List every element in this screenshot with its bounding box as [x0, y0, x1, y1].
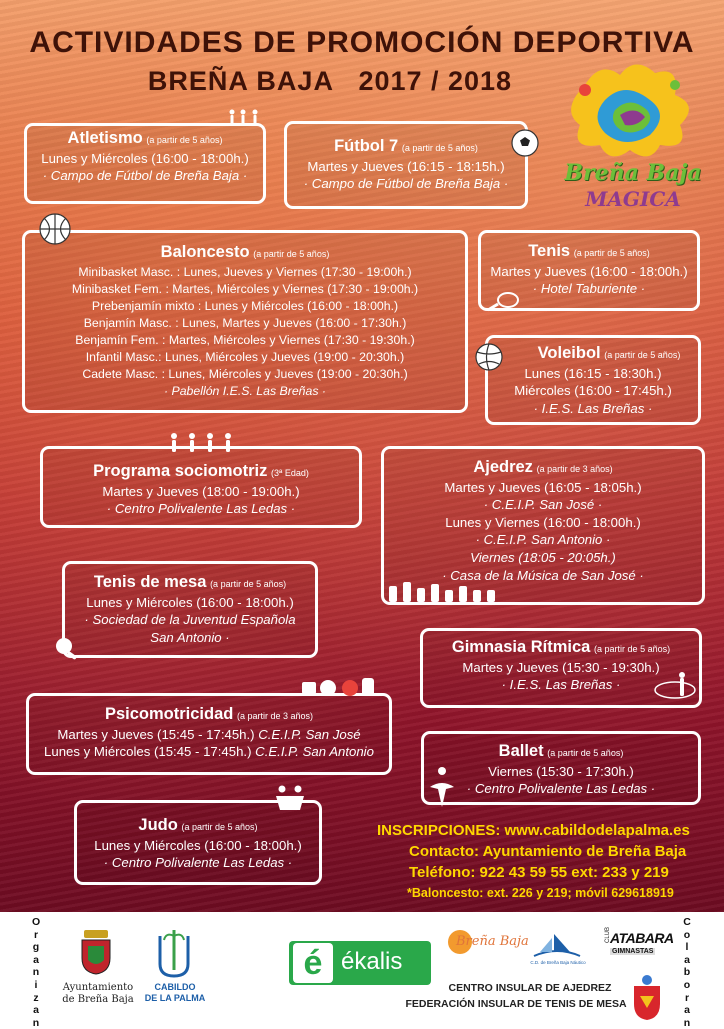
- sport-age: (a partir de 5 años): [594, 644, 671, 654]
- sport-name: Programa sociomotriz: [93, 462, 268, 480]
- cd-logo-text: C.D. de Breña Baja Náutico: [530, 960, 586, 965]
- location: · C.E.I.P. San Antonio ·: [475, 532, 611, 548]
- sport-age: (a partir de 5 años): [210, 579, 287, 589]
- brena-baja-logo: [446, 928, 529, 958]
- location: · Campo de Fútbol de Breña Baja ·: [42, 168, 248, 184]
- location: · Hotel Taburiente ·: [532, 281, 646, 297]
- location: · I.E.S. Las Breñas ·: [533, 400, 653, 416]
- schedule: Viernes (18:05 - 20:05h.): [470, 549, 616, 565]
- sport-name: Tenis: [528, 242, 571, 260]
- gimnastas-text: GIMNASTAS: [612, 948, 654, 955]
- location: San Antonio ·: [150, 629, 230, 645]
- schedule: Lunes y Miércoles (15:45 - 17:45h.): [44, 744, 252, 760]
- location: · Centro Polivalente Las Ledas ·: [103, 855, 293, 871]
- basketball-icon: [38, 212, 72, 246]
- atabara-text: ATABARA: [610, 930, 674, 946]
- location: · C.E.I.P. San José ·: [483, 497, 603, 513]
- schedule-line: Benjamín Fem. : Martes, Miércoles y Viernes (17:30 - 19:30h.): [75, 332, 415, 347]
- ekalis-mark: é: [293, 943, 333, 983]
- location: · Pabellón I.E.S. Las Breñas ·: [164, 383, 326, 398]
- kids-toys-icon: [300, 672, 378, 700]
- sport-age: (a partir de 3 años): [536, 464, 613, 474]
- sport-name: Fútbol 7: [334, 137, 399, 155]
- schedule: Martes y Jueves (18:00 - 19:00h.): [102, 483, 300, 499]
- brena-baja-text: Breña Baja: [456, 934, 529, 949]
- schedule: Martes y Jueves (16:00 - 18:00h.): [490, 263, 688, 279]
- sport-age: (a partir de 5 años): [146, 135, 223, 145]
- ballerina-icon: [424, 765, 460, 809]
- ekalis-text: ékalis: [341, 948, 403, 975]
- sport-age: (3ª Edad): [271, 468, 309, 478]
- sport-name: Baloncesto: [160, 243, 250, 261]
- coat-of-arms-icon: [78, 928, 114, 976]
- chess-pieces-icon: [387, 578, 507, 604]
- registration-url[interactable]: INSCRIPCIONES: www.cabildodelapalma.es: [377, 822, 690, 839]
- schedule: Martes y Jueves (15:30 - 19:30h.): [462, 659, 660, 675]
- schedule: Martes y Jueves (16:05 - 18:05h.): [444, 479, 642, 495]
- sport-age: (a partir de 5 años): [401, 143, 478, 153]
- exercise-figures-icon: [166, 432, 238, 456]
- brena-baja-magica-logo: [555, 55, 705, 220]
- schedule: Lunes y Miércoles (16:00 - 18:00h.): [94, 837, 302, 853]
- schedule-line: Minibasket Masc. : Lunes, Jueves y Viernes (17:30 - 19:00h.): [78, 264, 412, 279]
- volleyball-icon: [474, 342, 504, 372]
- ekalis-logo: [289, 941, 431, 985]
- sailing-club-icon: [530, 930, 584, 960]
- ping-pong-paddle-icon: [54, 636, 82, 660]
- schedule-line: Minibasket Fem. : Martes, Miércoles y Viernes (17:30 - 19:00h.): [71, 281, 419, 296]
- organizan-label: Organizan: [32, 916, 41, 1029]
- location: · Campo de Fútbol de Breña Baja ·: [303, 176, 509, 192]
- location: · Centro Polivalente Las Ledas ·: [106, 501, 296, 517]
- cabildo-logo-icon: [154, 926, 194, 978]
- rhythmic-gymnast-icon: [652, 670, 698, 704]
- schedule-line: Benjamín Masc. : Lunes, Martes y Jueves (16:00 - 17:30h.): [83, 315, 407, 330]
- schedule: Miércoles (16:00 - 17:45h.): [514, 383, 672, 399]
- location: C.E.I.P. San Antonio: [255, 744, 374, 760]
- colaboran-label: Colaboran: [683, 916, 691, 1029]
- sport-name: Gimnasia Rítmica: [451, 638, 591, 656]
- location: · Sociedad de la Juventud Española: [84, 612, 296, 628]
- location: · I.E.S. Las Breñas ·: [501, 677, 621, 693]
- cabildo-name-1: CABILDO: [154, 982, 196, 992]
- atabara-logo: [600, 926, 674, 964]
- sport-name: Judo: [138, 816, 178, 834]
- schedule: Viernes (15:30 - 17:30h.): [488, 763, 634, 779]
- page-subtitle: BREÑA BAJA 2017 / 2018: [147, 66, 513, 96]
- schedule-line: Prebenjamín mixto : Lunes y Miércoles (16:00 - 18:00h.): [91, 298, 399, 313]
- card-baloncesto: [22, 230, 468, 413]
- federation-emblem-icon: [630, 974, 664, 1020]
- soccer-ball-icon: [510, 128, 540, 158]
- sport-age: (a partir de 5 años): [573, 248, 650, 258]
- schedule: Lunes y Viernes (16:00 - 18:00h.): [445, 514, 641, 530]
- sport-name: Ajedrez: [473, 458, 533, 476]
- schedule: Martes y Jueves (16:15 - 18:15h.): [307, 158, 505, 174]
- card-psicomotricidad: [26, 693, 392, 775]
- basketball-note: *Baloncesto: ext. 226 y 219; móvil 629618919: [407, 886, 674, 900]
- sport-age: (a partir de 5 años): [547, 748, 624, 758]
- ayuntamiento-name-1: Ayuntamiento: [62, 982, 134, 993]
- sport-age: (a partir de 5 años): [181, 822, 258, 832]
- card-ballet: [421, 731, 701, 805]
- runners-icon: [227, 108, 263, 132]
- location: · Casa de la Música de San José ·: [442, 567, 644, 583]
- page-title: ACTIVIDADES DE PROMOCIÓN DEPORTIVA: [29, 26, 695, 59]
- tennis-racket-icon: [486, 290, 520, 312]
- sport-name: Tenis de mesa: [93, 573, 207, 591]
- logo-text: Breña Baja: [564, 160, 702, 186]
- schedule: Lunes (16:15 - 18:30h.): [524, 365, 662, 381]
- sport-age: (a partir de 3 años): [237, 711, 314, 721]
- location: · Centro Polivalente Las Ledas ·: [466, 781, 656, 797]
- schedule-line: Cadete Masc. : Lunes, Miércoles y Jueves (19:00 - 20:30h.): [82, 366, 408, 381]
- sport-name: Voleibol: [537, 344, 601, 362]
- card-voleibol: [485, 335, 701, 425]
- card-sociomotriz: [40, 446, 362, 528]
- cabildo-name-2: DE LA PALMA: [144, 993, 206, 1003]
- schedule: Lunes y Miércoles (16:00 - 18:00h.): [41, 150, 249, 166]
- registration-info: [377, 820, 717, 904]
- contact-line: Contacto: Ayuntamiento de Breña Baja: [409, 843, 687, 860]
- schedule: Martes y Jueves (15:45 - 17:45h.): [57, 726, 255, 742]
- sport-name: Psicomotricidad: [104, 705, 234, 723]
- sport-age: (a partir de 5 años): [604, 350, 681, 360]
- centro-ajedrez: CENTRO INSULAR DE AJEDREZ: [448, 982, 612, 994]
- card-judo: [74, 800, 322, 885]
- card-futbol: [284, 121, 528, 209]
- schedule-line: Infantil Masc.: Lunes, Miércoles y Jueves (19:00 - 20:30h.): [85, 349, 405, 364]
- federacion-tenis-mesa: FEDERACIÓN INSULAR DE TENIS DE MESA: [405, 998, 627, 1010]
- logo-subtext: MAGICA: [585, 187, 681, 211]
- card-atletismo: [24, 123, 266, 204]
- phone-line: Teléfono: 922 43 59 55 ext: 233 y 219: [409, 864, 669, 881]
- location: C.E.I.P. San José: [258, 726, 361, 742]
- footer: [0, 912, 724, 1029]
- sport-name: Atletismo: [67, 129, 143, 147]
- judo-figures-icon: [272, 784, 308, 812]
- schedule: Lunes y Miércoles (16:00 - 18:00h.): [86, 594, 294, 610]
- sport-age: (a partir de 5 años): [253, 249, 330, 259]
- sport-name: Ballet: [498, 742, 544, 760]
- card-tenis-de-mesa: [62, 561, 318, 658]
- club-label: CLUB: [605, 926, 612, 944]
- ayuntamiento-name-2: de Breña Baja: [62, 994, 134, 1005]
